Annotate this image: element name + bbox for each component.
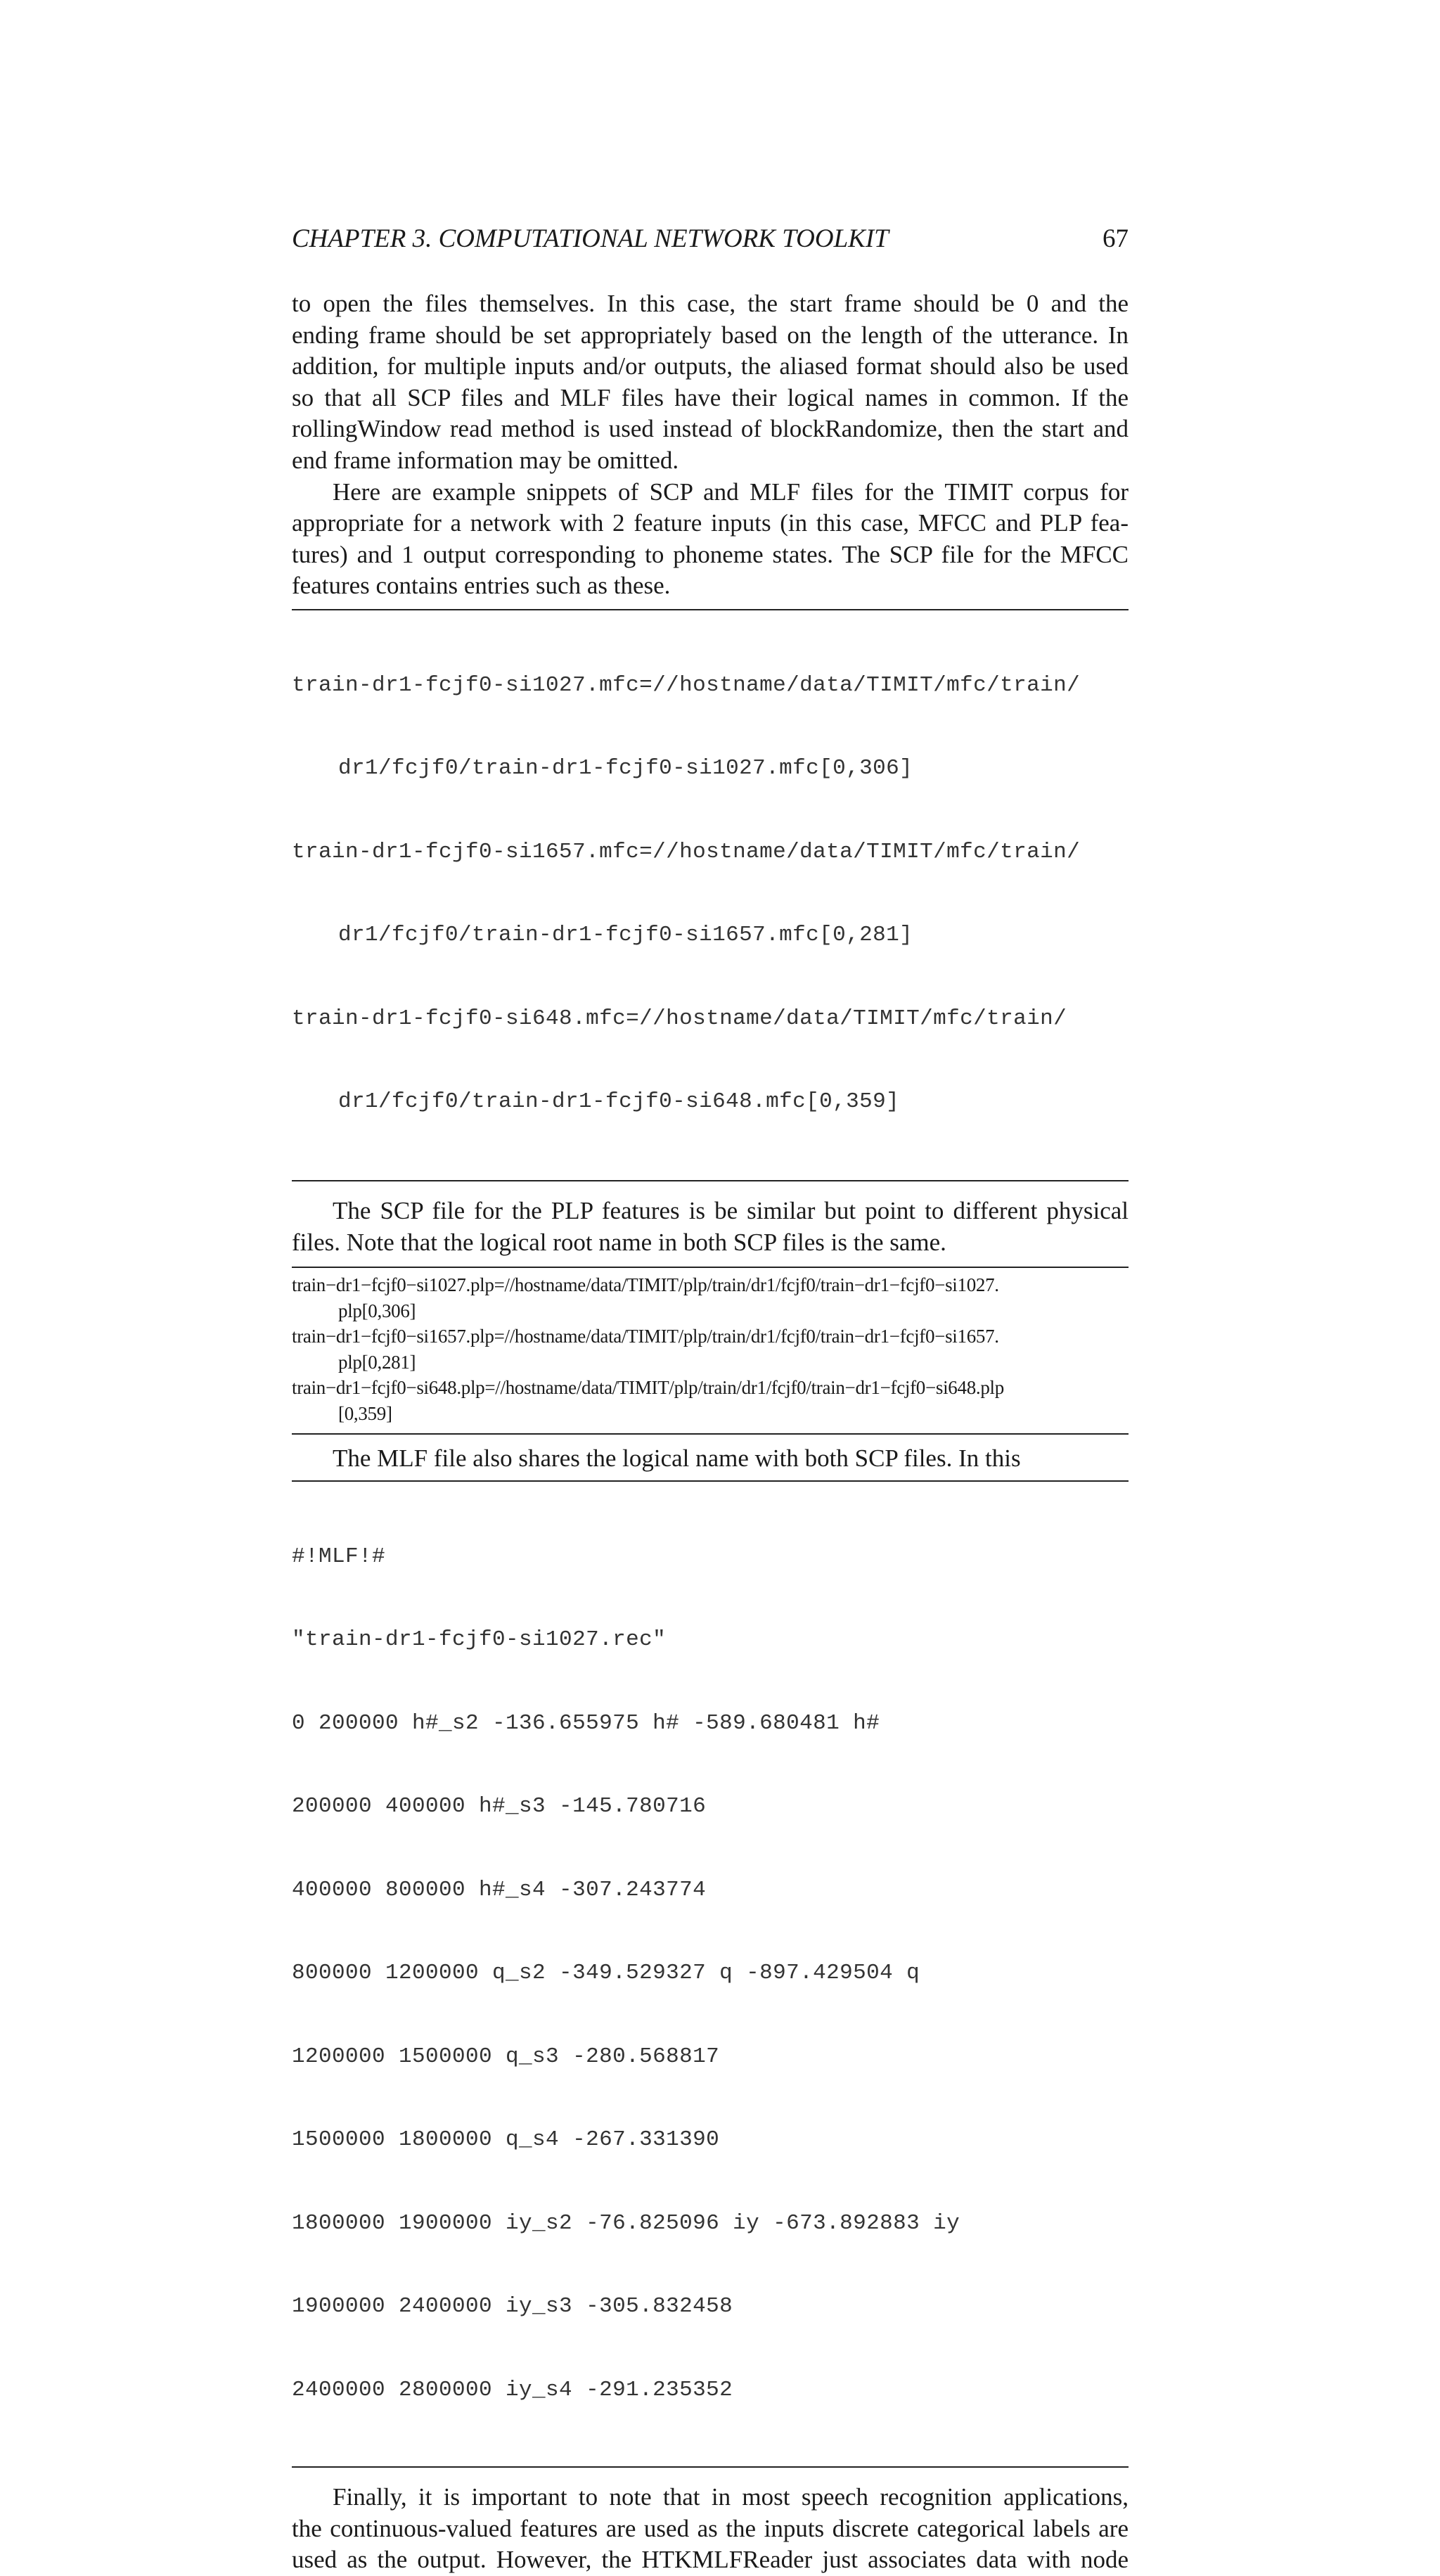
code-line: #!MLF!#: [292, 1544, 386, 1569]
chapter-title: CHAPTER 3. COMPUTATIONAL NETWORK TOOLKIT: [292, 224, 889, 253]
code-line: 1500000 1800000 q_s4 -267.331390: [292, 2127, 720, 2153]
code-line: train−dr1−fcjf0−si1027.plp=//hostname/data/TIMIT/plp/train/dr1/fcjf0/train−dr1−fcjf0−si1027.: [292, 1274, 999, 1296]
paragraph-1: [292, 288, 1129, 477]
text-line: end frame information may be omitted.: [292, 446, 679, 474]
text-line: The MLF file also shares the logical name with both SCP files. In this: [333, 1444, 1021, 1473]
code-line: 2400000 2800000 iy_s4 -291.235352: [292, 2377, 733, 2402]
code-line-continuation: [0,359]: [338, 1402, 392, 1424]
code-line-continuation: dr1/fcjf0/train-dr1-fcjf0-si1657.mfc[0,281]: [338, 923, 913, 948]
text-line: rollingWindow read method is used instead of blockRandomize, then the start and: [292, 415, 1129, 443]
text-line: used as the output. However, the HTKMLFReader just associates data with node: [292, 2546, 1129, 2574]
paragraph-2: [292, 477, 1129, 602]
code-line-continuation: plp[0,281]: [338, 1351, 416, 1373]
text-line: features contains entries such as these.: [292, 572, 671, 600]
code-line: train-dr1-fcjf0-si648.mfc=//hostname/data/TIMIT/mfc/train/: [292, 1006, 1067, 1031]
code-line: train-dr1-fcjf0-si1657.mfc=//hostname/data/TIMIT/mfc/train/: [292, 839, 1081, 864]
text-line: so that all SCP files and MLF files have their logical names in common. If the: [292, 383, 1129, 411]
text-line: The SCP file for the PLP features is be similar but point to different physical: [333, 1196, 1129, 1224]
code-line-continuation: plp[0,306]: [338, 1300, 416, 1321]
code-line: 200000 400000 h#_s3 -145.780716: [292, 1794, 707, 1819]
code-line: 800000 1200000 q_s2 -349.529327 q -897.429504 q: [292, 1961, 920, 1986]
text-line: appropriate for a network with 2 feature inputs (in this case, MFCC and PLP fea-: [292, 509, 1129, 537]
text-line: tures) and 1 output corresponding to phoneme states. The SCP file for the MFCC: [292, 540, 1129, 568]
paragraph-3: [292, 1196, 1129, 1258]
code-line-continuation: dr1/fcjf0/train-dr1-fcjf0-si648.mfc[0,359]: [338, 1089, 900, 1115]
text-line: to open the files themselves. In this case, the start frame should be 0 and the: [292, 290, 1129, 317]
code-line: train-dr1-fcjf0-si1027.mfc=//hostname/data/TIMIT/mfc/train/: [292, 672, 1081, 698]
code-line: "train-dr1-fcjf0-si1027.rec": [292, 1627, 667, 1653]
text-line: addition, for multiple inputs and/or outputs, the aliased format should also be used: [292, 352, 1129, 380]
plp-scp-listing: [292, 1272, 1129, 1426]
code-line: 1800000 1900000 iy_s2 -76.825096 iy -673.892883 iy: [292, 2210, 960, 2236]
document-page: [292, 224, 1129, 2576]
code-line: 400000 800000 h#_s4 -307.243774: [292, 1877, 707, 1902]
paragraph-5: [292, 2482, 1129, 2576]
code-line: train−dr1−fcjf0−si648.plp=//hostname/data/TIMIT/plp/train/dr1/fcjf0/train−dr1−fcjf0−si648.plp: [292, 1377, 1004, 1399]
running-header: [292, 224, 1129, 259]
code-line: 1200000 1500000 q_s3 -280.568817: [292, 2044, 720, 2069]
code-line: 1900000 2400000 iy_s3 -305.832458: [292, 2294, 733, 2319]
code-line: 0 200000 h#_s2 -136.655975 h# -589.680481 h#: [292, 1710, 880, 1736]
code-line: train−dr1−fcjf0−si1657.plp=//hostname/data/TIMIT/plp/train/dr1/fcjf0/train−dr1−fcjf0−si1657.: [292, 1326, 999, 1347]
paragraph-4: [292, 1443, 1129, 1475]
text-line: the continuous-valued features are used as the inputs discrete categorical labels are: [292, 2514, 1129, 2542]
mlf-listing: [292, 1487, 1129, 2460]
mfcc-scp-listing: [292, 616, 1129, 1172]
text-line: Finally, it is important to note that in most speech recognition applications,: [333, 2483, 1129, 2511]
text-line: Here are example snippets of SCP and MLF files for the TIMIT corpus for: [333, 478, 1129, 506]
text-line: files. Note that the logical root name in both SCP files is the same.: [292, 1228, 946, 1256]
code-line-continuation: dr1/fcjf0/train-dr1-fcjf0-si1027.mfc[0,306]: [338, 756, 913, 781]
text-line: ending frame should be set appropriately based on the length of the utterance. In: [292, 321, 1129, 349]
page-number: 67: [1102, 224, 1129, 253]
